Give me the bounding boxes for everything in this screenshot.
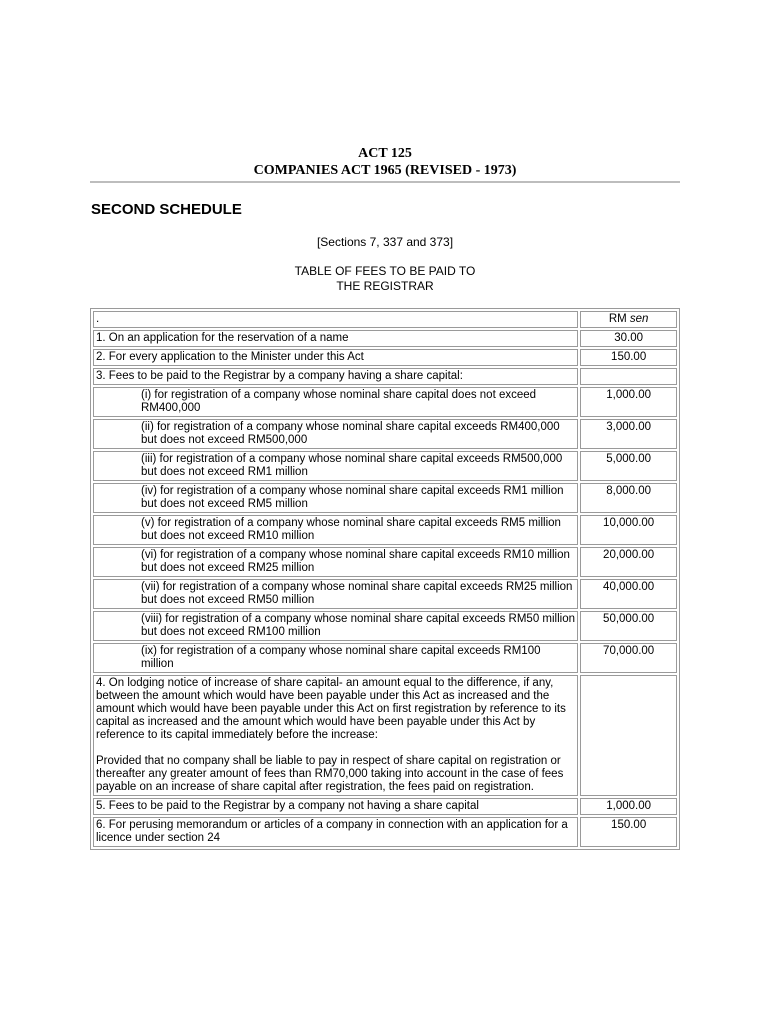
table-row [93, 451, 677, 481]
header-rm: RM [608, 313, 627, 325]
header-divider [90, 181, 680, 183]
row-desc-paragraph: 4. On lodging notice of increase of share capital- an amount equal to the difference, if any, between the amount which would have been payable under this Act as increased and the amount which would have been payable under this Act on first registration by reference to its capital as increased and the amount which would have been payable under this Act by reference to its capital immediately before the increase: [96, 677, 566, 741]
table-row [93, 515, 677, 545]
row-amount: 20,000.00 [580, 547, 677, 577]
row-amount: 1,000.00 [580, 387, 677, 417]
table-row [93, 611, 677, 641]
row-desc: (vii) for registration of a company whose nominal share capital exceeds RM25 million but does not exceed RM50 million [93, 579, 578, 609]
row-amount: 1,000.00 [580, 798, 677, 815]
row-desc: (ix) for registration of a company whose nominal share capital exceeds RM100 million [93, 643, 578, 673]
row-amount: 8,000.00 [580, 483, 677, 513]
table-row [93, 419, 677, 449]
row-amount: 5,000.00 [580, 451, 677, 481]
schedule-title: SECOND SCHEDULE [91, 201, 242, 218]
row-desc: 1. On an application for the reservation of a name [93, 330, 578, 347]
table-row [93, 675, 677, 796]
row-amount: 50,000.00 [580, 611, 677, 641]
act-name: COMPANIES ACT 1965 (REVISED - 1973) [253, 163, 517, 178]
row-desc: (i) for registration of a company whose nominal share capital does not exceed RM400,000 [93, 387, 578, 417]
row-desc: (ii) for registration of a company whose nominal share capital exceeds RM400,000 but does not exceed RM500,000 [93, 419, 578, 449]
row-desc: (v) for registration of a company whose nominal share capital exceeds RM5 million but does not exceed RM10 million [93, 515, 578, 545]
row-amount: 150.00 [580, 817, 677, 847]
row-desc: 6. For perusing memorandum or articles of a company in connection with an application for a licence under section 24 [93, 817, 578, 847]
act-number: ACT 125 [358, 146, 412, 161]
row-amount: 40,000.00 [580, 579, 677, 609]
table-row [93, 798, 677, 815]
table-row [93, 330, 677, 347]
header-amount-cell [580, 311, 677, 328]
row-amount: 30.00 [580, 330, 677, 347]
table-row [93, 643, 677, 673]
table-heading [90, 264, 680, 294]
row-desc: 3. Fees to be paid to the Registrar by a company having a share capital: [93, 368, 578, 385]
row-desc: (vi) for registration of a company whose nominal share capital exceeds RM10 million but does not exceed RM25 million [93, 547, 578, 577]
row-amount: 10,000.00 [580, 515, 677, 545]
table-heading-line1: TABLE OF FEES TO BE PAID TO [294, 264, 476, 278]
row-amount: 3,000.00 [580, 419, 677, 449]
table-row [93, 368, 677, 385]
sections-reference: [Sections 7, 337 and 373] [316, 235, 454, 249]
row-desc: (viii) for registration of a company whose nominal share capital exceeds RM50 million but does not exceed RM100 million [93, 611, 578, 641]
row-amount: 150.00 [580, 349, 677, 366]
table-heading-line2: THE REGISTRAR [336, 279, 434, 293]
header-sen: sen [629, 313, 649, 325]
header-desc-cell: . [93, 311, 578, 328]
row-desc: 2. For every application to the Minister under this Act [93, 349, 578, 366]
row-desc: 5. Fees to be paid to the Registrar by a company not having a share capital [93, 798, 578, 815]
fees-table [90, 308, 680, 850]
table-row [93, 349, 677, 366]
table-row [93, 579, 677, 609]
row-desc: (iii) for registration of a company whose nominal share capital exceeds RM500,000 but does not exceed RM1 million [93, 451, 578, 481]
row-desc [93, 675, 578, 796]
row-amount [580, 368, 677, 385]
table-row [93, 387, 677, 417]
row-desc: (iv) for registration of a company whose nominal share capital exceeds RM1 million but does not exceed RM5 million [93, 483, 578, 513]
table-row [93, 547, 677, 577]
table-row [93, 817, 677, 847]
row-desc-proviso: Provided that no company shall be liable to pay in respect of share capital on registration or thereafter any greater amount of fees than RM70,000 taking into account in the case of fees payable on an increase of share capital after registration, the fees paid on registration. [96, 755, 564, 793]
row-amount: 70,000.00 [580, 643, 677, 673]
act-header [90, 145, 680, 179]
table-header-row [93, 311, 677, 328]
table-row [93, 483, 677, 513]
row-amount [580, 675, 677, 796]
